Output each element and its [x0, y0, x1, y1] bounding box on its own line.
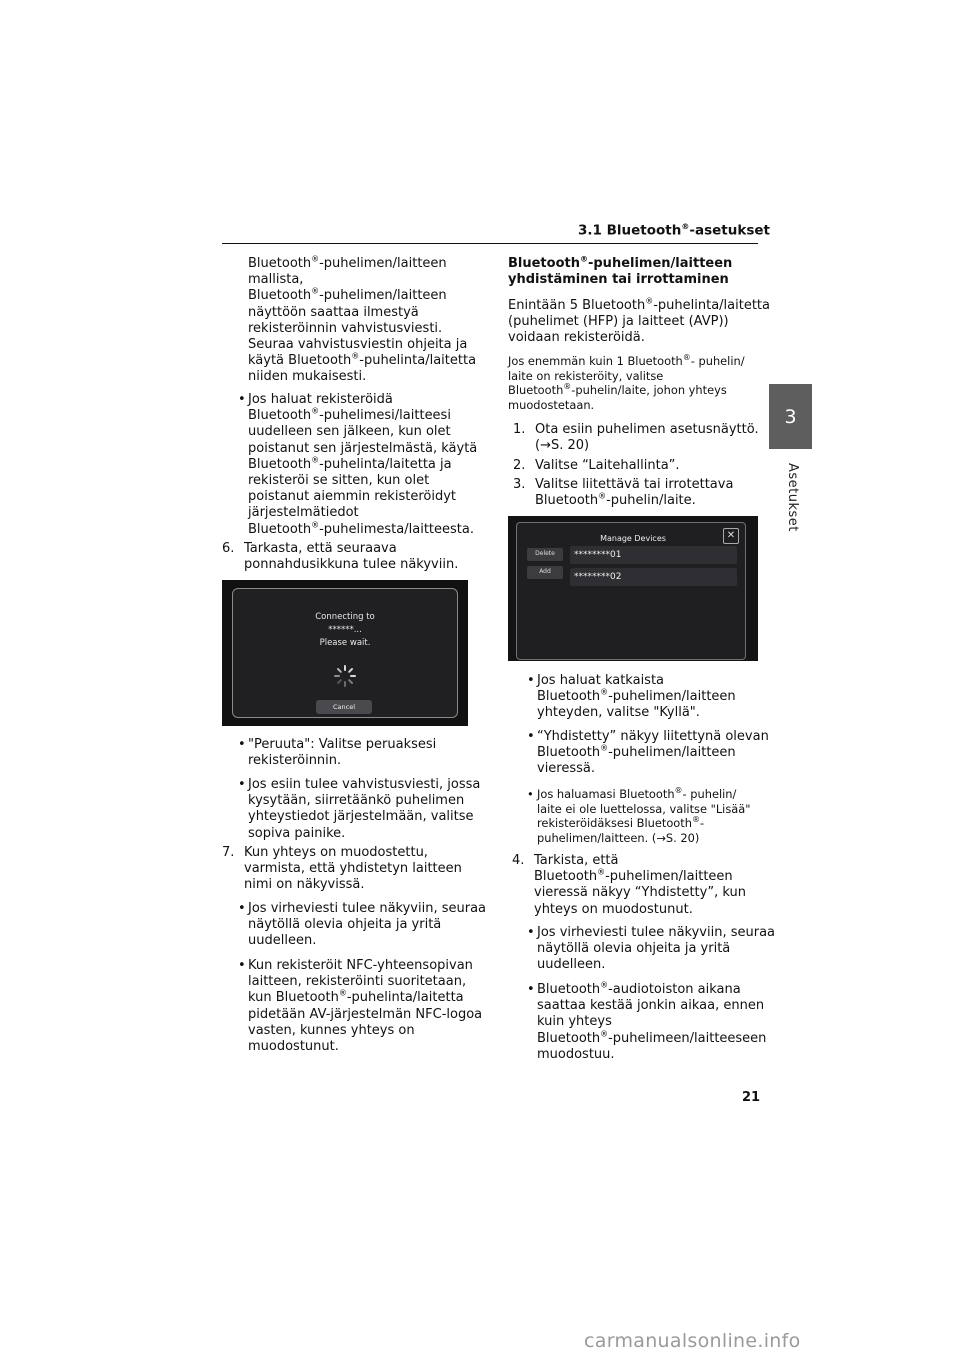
manage-devices-title: Manage Devices [600, 534, 666, 543]
bullet-item: • “Yhdistetty” näkyy liitettynä olevan Bluetooth®-puhelimen/laitteen vieressä. [537, 729, 769, 778]
bullet-item: • Jos haluat katkaista Bluetooth®-puhelimen/laitteen yhteyden, valitse "Kyllä". [537, 673, 736, 722]
bullet-item: • Bluetooth®-audiotoiston aikana saattaa kestää jonkin aikaa, ennen kuin yhteys Bluetooth®-puhelimeen/laitteeseen muodostuu. [537, 982, 766, 1063]
spinner-icon [333, 664, 357, 688]
step-1: 1. Ota esiin puhelimen asetusnäyttö. (→S. 20) [513, 422, 759, 454]
bullet-item: • Jos virheviesti tulee näkyviin, seuraa näytöllä olevia ohjeita ja yritä uudelleen. [248, 901, 486, 950]
step-2: 2. Valitse “Laitehallinta”. [513, 458, 680, 473]
header-rule [222, 243, 758, 244]
page-number: 21 [742, 1090, 761, 1105]
section-heading: Bluetooth®-puhelimen/laitteen yhdistäminen tai irrottaminen [508, 254, 733, 288]
close-icon[interactable]: ✕ [723, 528, 739, 544]
please-wait-label: Please wait. [319, 638, 371, 648]
device-list-item[interactable]: ********02 [570, 568, 737, 586]
bullet-item: • "Peruuta": Valitse peruaksesi rekisteröinnin. [248, 737, 436, 769]
manage-devices-screenshot [508, 516, 758, 661]
cancel-button[interactable]: Cancel [316, 700, 372, 714]
bullet-item: • Jos haluamasi Bluetooth®- puhelin/ laite ei ole luettelossa, valitse "Lisää" rekisteröidäksesi Bluetooth®- puhelimen/laitteen. (→S. 20) [537, 787, 750, 845]
step-7: 7. Kun yhteys on muodostettu, varmista, että yhdistetyn laitteen nimi on näkyvissä. [222, 845, 462, 893]
bullet-item: • Jos virheviesti tulee näkyviin, seuraa näytöllä olevia ohjeita ja yritä uudelleen. [537, 925, 775, 974]
watermark: carmanualsonline.info [584, 1330, 801, 1352]
step-3: 3. Valitse liitettävä tai irrotettava Bluetooth®-puhelin/laite. [513, 477, 734, 509]
note: Jos enemmän kuin 1 Bluetooth®- puhelin/ laite on rekisteröity, valitse Bluetooth®-puhelin/laite, johon yhteys muodostetaan. [508, 353, 745, 412]
paragraph: Enintään 5 Bluetooth®-puhelinta/laitetta (puhelimet (HFP) ja laitteet (AVP)) voidaan rekisteröidä. [508, 296, 770, 346]
device-name: ******... [328, 625, 362, 635]
bullet-item: • Jos haluat rekisteröidä Bluetooth®-puhelimesi/laitteesi uudelleen sen jälkeen, kun olet poistanut sen järjestelmästä, käytä Bluetooth®-puhelinta/laitetta ja rekisteröi se sitten, kun olet poistanut aiemmin rekisteröidyt järjestelmätiedot Bluetooth®-puhelimesta/laitteesta. [248, 392, 477, 538]
chapter-tab[interactable]: 3 [769, 384, 812, 449]
connecting-label: Connecting to [315, 612, 375, 622]
delete-button[interactable]: Delete [527, 548, 563, 561]
bullet-item: • Kun rekisteröit NFC-yhteensopivan laitteen, rekisteröinti suoritetaan, kun Bluetooth®-puhelinta/laitetta pidetään AV-järjestelmän NFC-logoa vasten, kunnes yhteys on muodostunut. [248, 958, 482, 1055]
chapter-tab-label: Asetukset [785, 463, 800, 532]
bullet-item: • Jos esiin tulee vahvistusviesti, jossa kysytään, siirretäänkö puhelimen yhteystiedot järjestelmään, valitse sopiva painike. [248, 777, 480, 842]
add-button[interactable]: Add [527, 566, 563, 579]
step-6: 6. Tarkasta, että seuraava ponnahdusikkuna tulee näkyviin. [222, 541, 459, 573]
paragraph: Bluetooth®-puhelimen/laitteen mallista, Bluetooth®-puhelimen/laitteen näyttöön saattaa ilmestyä rekisteröinnin vahvistusviesti. Seuraa vahvistusviestin ohjeita ja käytä Bluetooth®-puhelinta/laitetta niiden mukaisesti. [248, 254, 477, 385]
step-4: 4. Tarkista, että Bluetooth®-puhelimen/laitteen vieressä näkyy “Yhdistetty”, kun yhteys on muodostunut. [512, 853, 746, 917]
device-list-item[interactable]: ********01 [570, 546, 737, 564]
section-title: 3.1 Bluetooth®-asetukset [578, 222, 770, 239]
connecting-screenshot [222, 580, 468, 726]
